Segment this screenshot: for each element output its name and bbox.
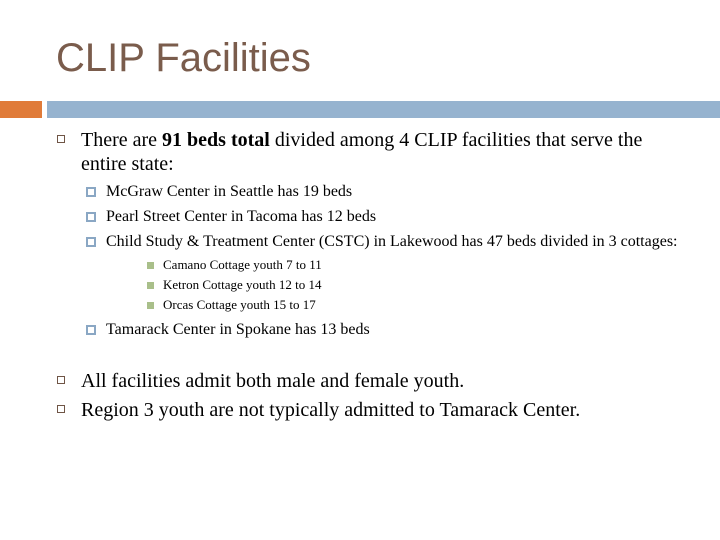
filled-square-icon xyxy=(147,282,154,289)
cottage-ketron-text: Ketron Cottage youth 12 to 14 xyxy=(163,277,322,292)
sub-bullet-pearl-street-text: Pearl Street Center in Tacoma has 12 beds xyxy=(106,208,377,225)
filled-square-icon xyxy=(147,302,154,309)
sub-bullet-tamarack xyxy=(0,320,720,339)
sub-bullet-mcgraw-text: McGraw Center in Seattle has 19 beds xyxy=(106,183,353,200)
bullet-beds-total xyxy=(0,128,720,176)
bullet-region-3-text: Region 3 youth are not typically admitted to Tamarack Center. xyxy=(81,399,581,421)
filled-square-icon xyxy=(147,262,154,269)
framed-square-icon xyxy=(86,325,96,335)
cottage-orcas xyxy=(0,296,720,313)
sub-bullet-cstc xyxy=(0,232,720,251)
cottage-camano-text: Camano Cottage youth 7 to 11 xyxy=(163,257,322,272)
slide-body xyxy=(0,128,720,422)
title-divider-bar xyxy=(47,101,720,118)
framed-square-icon xyxy=(86,212,96,222)
sub-bullet-mcgraw xyxy=(0,182,720,201)
bullet-beds-total-bold: 91 beds total xyxy=(162,129,270,151)
bullet-region-3 xyxy=(0,398,720,422)
hollow-square-icon xyxy=(57,405,65,413)
bullet-admit-both xyxy=(0,369,720,393)
sub-bullet-tamarack-text: Tamarack Center in Spokane has 13 beds xyxy=(106,321,370,338)
bullet-beds-total-prefix: There are xyxy=(81,129,163,151)
sub-bullet-pearl-street xyxy=(0,207,720,226)
bullet-beds-total-suffix: divided among 4 CLIP facilities that serve the entire state: xyxy=(81,129,643,175)
cottage-ketron xyxy=(0,276,720,293)
slide-title: CLIP Facilities xyxy=(56,36,311,80)
cottage-camano xyxy=(0,256,720,273)
hollow-square-icon xyxy=(57,135,65,143)
hollow-square-icon xyxy=(57,376,65,384)
title-accent-bar xyxy=(0,101,42,118)
framed-square-icon xyxy=(86,187,96,197)
sub-bullet-cstc-text: Child Study & Treatment Center (CSTC) in Lakewood has 47 beds divided in 3 cottages: xyxy=(106,233,678,250)
framed-square-icon xyxy=(86,237,96,247)
bullet-admit-both-text: All facilities admit both male and female youth. xyxy=(81,370,465,392)
cottage-orcas-text: Orcas Cottage youth 15 to 17 xyxy=(163,297,316,312)
